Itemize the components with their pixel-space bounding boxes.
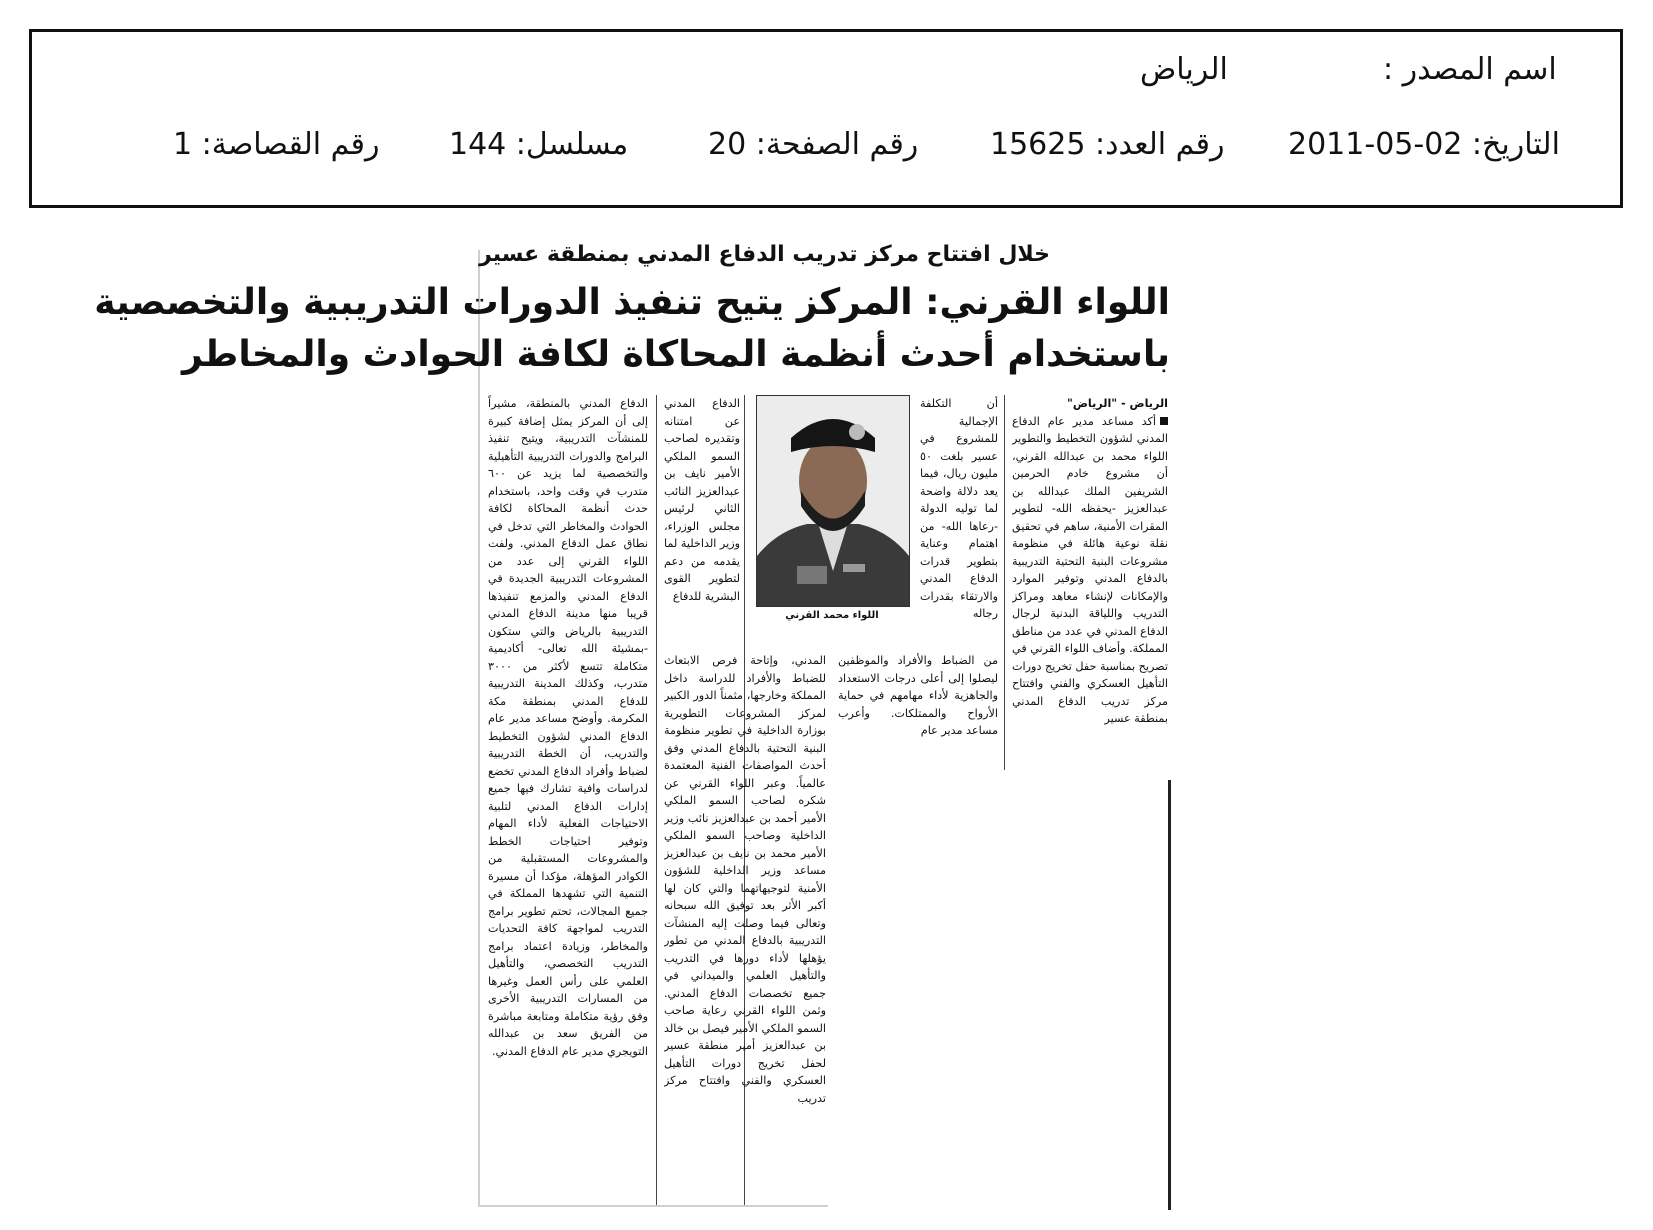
clip-edge: [478, 1205, 828, 1207]
article-column-1: [1012, 395, 1168, 775]
source-label: اسم المصدر :: [1383, 52, 1557, 87]
column-1-text: أكد مساعد مدير عام الدفاع المدني لشؤون التخطيط والتطوير اللواء محمد بن عبدالله القرني، أن مشروع خادم الحرمين الشريفين الملك عبدالله بن عبدالعزيز -يحفظه الله- لتطوير المقرات الأمنية، ساهم في تحقيق نقلة نوعية هائلة في منظومة مشروعات البنية التحتية التدريبية بالدفاع المدني وتوفير الموارد والإمكانات لإنشاء معاهد ومراكز التدريب واللياقة البدنية لرجال الدفاع المدني في عدد من مناطق المملكة. وأضاف اللواء القرني في تصريح بمناسبة حفل تخريج دورات التأهيل العسكري والفني وافتتاح مركز تدريب الدفاع المدني بمنطقة عسير: [1012, 414, 1168, 725]
clip-number-field: رقم القصاصة: 1: [173, 127, 380, 162]
article-column-4: [488, 395, 648, 1205]
date-field: التاريخ: 02-05-2011: [1288, 127, 1560, 162]
source-value: الرياض: [1140, 52, 1228, 87]
page-number-field: رقم الصفحة: 20: [708, 127, 919, 162]
column-2b-text: من الضباط والأفراد والموظفين ليصلوا إلى أعلى درجات الاستعداد والجاهزية لأداء مهامهم في حماية الأرواح والممتلكات. وأعرب مساعد مدير عام: [838, 654, 998, 737]
officer-photo: [756, 395, 910, 607]
serial-field: مسلسل: 144: [449, 127, 629, 162]
paragraph-bullet-icon: [1160, 417, 1168, 425]
dateline: الرياض - "الرياض": [1067, 397, 1168, 410]
column-3a-text: الدفاع المدني عن امتنانه وتقديره لصاحب السمو الملكي الأمير نايف بن عبدالعزيز النائب الثاني لرئيس مجلس الوزراء، وزير الداخلية لما يقدمه من دعم لتطوير القوى البشرية للدفاع: [664, 397, 740, 603]
column-divider: [656, 395, 657, 1205]
article-headline-line-1: اللواء القرني: المركز يتيح تنفيذ الدورات التدريبية والتخصصية: [94, 282, 1170, 323]
clip-edge: [478, 250, 480, 1205]
article-column-2a: [920, 395, 998, 655]
article-column-3b: [664, 652, 826, 1205]
issue-number-field: رقم العدد: 15625: [990, 127, 1225, 162]
article-column-3a: [664, 395, 740, 650]
column-divider: [1004, 395, 1005, 770]
article-headline-line-2: باستخدام أحدث أنظمة المحاكاة لكافة الحوادث والمخاطر: [182, 334, 1170, 375]
column-4-text: الدفاع المدني بالمنطقة، مشيراً إلى أن المركز يمثل إضافة كبيرة للمنشآت التدريبية، ويتيح تنفيذ البرامج والدورات التدريبية التأهيلية والتخصصية لما يزيد عن ٦٠٠ متدرب في وقت واحد، باستخدام حدث أنظمة المحاكاة لكافة الحوادث والمخاطر التي تدخل في نطاق عمل الدفاع المدني. ولفت اللواء القرني إلى عدد من المشروعات التدريبية الجديدة في الدفاع المدني والمزمع تنفيذها قريبا منها مدينة الدفاع المدني التدريبية بالرياض والتي ستكون -بمشيئة الله تعالى- أكاديمية متكاملة تتسع لأكثر من ٣٠٠٠ متدرب، وكذلك المدينة التدريبية للدفاع المدني بمنطقة مكة المكرمة. وأوضح مساعد مدير عام الدفاع المدني لشؤون التخطيط والتدريب، أن الخطة التدريبية لضباط وأفراد الدفاع المدني تخضع لدراسات وافية تشارك فيها جميع إدارات الدفاع المدني لتلبية الاحتياجات الفعلية لأداء المهام وتوفير احتياجات الخطط والمشروعات المستقبلية من الكوادر المؤهلة، مؤكدا أن مسيرة التنمية التي تشهدها المملكة في جميع المجالات، تحتم تطوير برامج التدريب لمواجهة كافة التحديات والمخاطر، وزيادة اعتماد برامج التدريب التخصصي، والتأهيل العلمي على رأس العمل وغيرها من المسارات التدريبية الأخرى وفق رؤية متكاملة ومتابعة مباشرة من الفريق سعد بن عبدالله التويجري مدير عام الدفاع المدني.: [488, 397, 648, 1058]
column-2a-text: أن التكلفة الإجمالية للمشروع في عسير بلغت ٥٠ مليون ريال، فيما يعد دلالة واضحة لما توليه الدولة -رعاها الله- من اهتمام وعناية بتطوير قدرات الدفاع المدني والارتقاء بقدرات رجاله: [920, 397, 998, 620]
photo-caption: اللواء محمد القرني: [785, 610, 879, 621]
article-column-2b: [838, 652, 998, 772]
article-kicker: خلال افتتاح مركز تدريب الدفاع المدني بمنطقة عسير: [479, 242, 1050, 267]
clip-edge: [1168, 780, 1171, 1210]
column-3b-text: المدني، وإتاحة فرص الابتعاث للضباط والأفراد للدراسة داخل المملكة وخارجها، مثمناً الدور الكبير لمركز المشروعات التطويرية بوزارة الداخلية في تطوير منظومة البنية التحتية بالدفاع المدني وفق أحدث المواصفات الفنية المعتمدة عالمياً. وعبر اللواء القرني عن شكره لصاحب السمو الملكي الأمير أحمد بن عبدالعزيز نائب وزير الداخلية وصاحب السمو الملكي الأمير محمد بن نايف بن عبدالعزيز مساعد وزير الداخلية للشؤون الأمنية لتوجيهاتهما والتي كان لها أكبر الأثر بعد توفيق الله سبحانه وتعالى فيما وصلت إليه المنشآت التدريبية بالدفاع المدني من تطور يؤهلها لأداء دورها في التدريب والتأهيل العلمي والميداني في جميع تخصصات الدفاع المدني. وثمن اللواء القرني رعاية صاحب السمو الملكي الأمير فيصل بن خالد بن عبدالعزيز أمير منطقة عسير لحفل تخريج دورات التأهيل العسكري والفني وافتتاح مركز تدريب: [664, 654, 826, 1105]
